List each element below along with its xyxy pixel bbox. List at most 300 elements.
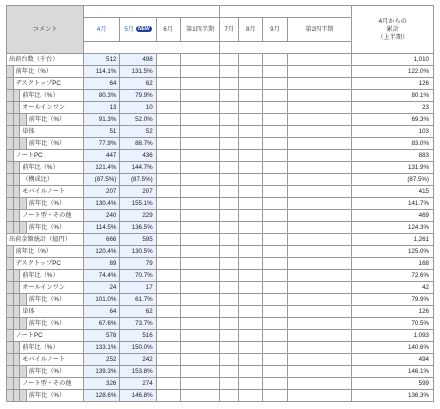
row-label: 前年比（%） bbox=[26, 114, 83, 126]
empty-cell bbox=[239, 54, 263, 66]
indent-cell bbox=[13, 138, 20, 150]
indent-cell bbox=[7, 258, 14, 270]
indent-cell bbox=[13, 198, 20, 210]
empty-cell bbox=[156, 78, 180, 90]
row-label: 前年比（%） bbox=[13, 66, 83, 78]
empty-cell bbox=[180, 54, 220, 66]
empty-cell bbox=[263, 282, 287, 294]
cell-may: 10 bbox=[120, 102, 156, 114]
table-row bbox=[7, 114, 434, 126]
empty-cell bbox=[263, 162, 287, 174]
cell-apr: 447 bbox=[84, 150, 120, 162]
header-month-may-label: 5月 bbox=[124, 25, 134, 33]
cell-may: 436 bbox=[120, 150, 156, 162]
indent-cell bbox=[20, 294, 27, 306]
empty-cell bbox=[156, 222, 180, 234]
table-row bbox=[7, 342, 434, 354]
empty-cell bbox=[287, 258, 352, 270]
empty-cell bbox=[287, 234, 352, 246]
empty-cell bbox=[239, 390, 263, 402]
table-row bbox=[7, 306, 434, 318]
row-label: （構成比） bbox=[20, 174, 84, 186]
empty-cell bbox=[287, 174, 352, 186]
empty-cell bbox=[239, 186, 263, 198]
cell-may: 274 bbox=[120, 378, 156, 390]
cell-may: 130.5% bbox=[120, 246, 156, 258]
empty-cell bbox=[180, 378, 220, 390]
empty-cell bbox=[263, 390, 287, 402]
empty-cell bbox=[156, 66, 180, 78]
cell-cumulative: 72.6% bbox=[352, 270, 434, 282]
cell-apr: 67.6% bbox=[84, 318, 120, 330]
empty-cell bbox=[263, 294, 287, 306]
indent-cell bbox=[13, 354, 20, 366]
indent-cell bbox=[7, 162, 14, 174]
empty-cell bbox=[239, 306, 263, 318]
empty-cell bbox=[263, 90, 287, 102]
cell-may: 242 bbox=[120, 354, 156, 366]
indent-cell bbox=[13, 210, 20, 222]
row-label: デスクトップPC bbox=[13, 78, 83, 90]
cell-cumulative: 83.0% bbox=[352, 138, 434, 150]
indent-cell bbox=[7, 138, 14, 150]
cell-cumulative: 883 bbox=[352, 150, 434, 162]
empty-cell bbox=[287, 102, 352, 114]
row-label: 出荷金額統計（億円） bbox=[7, 234, 84, 246]
empty-cell bbox=[156, 318, 180, 330]
empty-cell bbox=[156, 342, 180, 354]
cell-apr: 207 bbox=[84, 186, 120, 198]
empty-cell bbox=[180, 282, 220, 294]
indent-cell bbox=[13, 222, 20, 234]
indent-cell bbox=[13, 90, 20, 102]
empty-cell bbox=[220, 54, 239, 66]
table-row bbox=[7, 390, 434, 402]
cell-cumulative: 141.7% bbox=[352, 198, 434, 210]
row-label: 前年比（%） bbox=[26, 390, 83, 402]
empty-cell bbox=[239, 342, 263, 354]
empty-cell bbox=[287, 282, 352, 294]
empty-cell bbox=[180, 306, 220, 318]
empty-cell bbox=[239, 114, 263, 126]
empty-cell bbox=[156, 246, 180, 258]
empty-cell bbox=[263, 318, 287, 330]
empty-cell bbox=[220, 342, 239, 354]
table-row bbox=[7, 378, 434, 390]
empty-cell bbox=[220, 138, 239, 150]
empty-cell bbox=[287, 162, 352, 174]
empty-cell bbox=[263, 246, 287, 258]
empty-cell bbox=[220, 258, 239, 270]
cell-may: 62 bbox=[120, 78, 156, 90]
table-row bbox=[7, 246, 434, 258]
indent-cell bbox=[7, 354, 14, 366]
empty-cell bbox=[239, 258, 263, 270]
row-label: 前年比（%） bbox=[26, 222, 83, 234]
empty-cell bbox=[239, 162, 263, 174]
row-label: ノートPC bbox=[13, 330, 83, 342]
empty-cell bbox=[287, 318, 352, 330]
empty-cell bbox=[180, 186, 220, 198]
cell-cumulative: 126 bbox=[352, 78, 434, 90]
empty-cell bbox=[263, 378, 287, 390]
empty-cell bbox=[220, 174, 239, 186]
table-row bbox=[7, 54, 434, 66]
empty-cell bbox=[220, 294, 239, 306]
indent-cell bbox=[7, 186, 14, 198]
empty-cell bbox=[156, 258, 180, 270]
empty-cell bbox=[263, 114, 287, 126]
cell-cumulative: 70.5% bbox=[352, 318, 434, 330]
cell-apr: 74.4% bbox=[84, 270, 120, 282]
empty-cell bbox=[156, 54, 180, 66]
empty-cell bbox=[239, 210, 263, 222]
empty-cell bbox=[263, 78, 287, 90]
empty-cell bbox=[263, 234, 287, 246]
empty-cell bbox=[220, 378, 239, 390]
empty-cell bbox=[287, 138, 352, 150]
cell-cumulative: 126 bbox=[352, 306, 434, 318]
empty-cell bbox=[239, 150, 263, 162]
empty-cell bbox=[220, 354, 239, 366]
indent-cell bbox=[7, 198, 14, 210]
empty-cell bbox=[287, 210, 352, 222]
row-label: ノート型・その他 bbox=[20, 378, 84, 390]
empty-cell bbox=[239, 378, 263, 390]
empty-cell bbox=[156, 114, 180, 126]
cell-may: 70.7% bbox=[120, 270, 156, 282]
indent-cell bbox=[20, 198, 27, 210]
empty-cell bbox=[220, 270, 239, 282]
table-row bbox=[7, 282, 434, 294]
empty-cell bbox=[263, 174, 287, 186]
indent-cell bbox=[7, 102, 14, 114]
cell-cumulative: 1,093 bbox=[352, 330, 434, 342]
cell-cumulative: 494 bbox=[352, 354, 434, 366]
empty-cell bbox=[287, 390, 352, 402]
empty-cell bbox=[287, 78, 352, 90]
empty-cell bbox=[239, 246, 263, 258]
cell-cumulative: 415 bbox=[352, 186, 434, 198]
empty-cell bbox=[180, 102, 220, 114]
empty-cell bbox=[156, 126, 180, 138]
empty-cell bbox=[156, 294, 180, 306]
empty-cell bbox=[263, 102, 287, 114]
cell-apr: 128.6% bbox=[84, 390, 120, 402]
empty-cell bbox=[239, 174, 263, 186]
empty-cell bbox=[239, 318, 263, 330]
empty-cell bbox=[220, 114, 239, 126]
cell-may: 52.0% bbox=[120, 114, 156, 126]
empty-cell bbox=[220, 318, 239, 330]
cell-cumulative: 136.3% bbox=[352, 390, 434, 402]
empty-cell bbox=[263, 306, 287, 318]
cell-may: 52 bbox=[120, 126, 156, 138]
empty-cell bbox=[180, 114, 220, 126]
indent-cell bbox=[7, 150, 14, 162]
empty-cell bbox=[220, 282, 239, 294]
table-row bbox=[7, 318, 434, 330]
table-row bbox=[7, 294, 434, 306]
cell-apr: 121.4% bbox=[84, 162, 120, 174]
empty-cell bbox=[156, 186, 180, 198]
sales-table bbox=[6, 5, 434, 402]
empty-cell bbox=[220, 198, 239, 210]
empty-cell bbox=[287, 270, 352, 282]
cell-may: 61.7% bbox=[120, 294, 156, 306]
header-month-jul: 7月 bbox=[220, 18, 239, 42]
table-row bbox=[7, 198, 434, 210]
indent-cell bbox=[20, 114, 27, 126]
empty-cell bbox=[220, 306, 239, 318]
indent-cell bbox=[7, 126, 14, 138]
cell-apr: 326 bbox=[84, 378, 120, 390]
empty-cell bbox=[180, 90, 220, 102]
table-row bbox=[7, 138, 434, 150]
empty-cell bbox=[287, 246, 352, 258]
indent-cell bbox=[7, 390, 14, 402]
cell-may: 136.5% bbox=[120, 222, 156, 234]
cell-cumulative: 80.1% bbox=[352, 90, 434, 102]
empty-cell bbox=[156, 174, 180, 186]
empty-cell bbox=[239, 366, 263, 378]
cell-apr: 252 bbox=[84, 354, 120, 366]
empty-cell bbox=[156, 330, 180, 342]
cell-apr: 64 bbox=[84, 306, 120, 318]
empty-cell bbox=[156, 102, 180, 114]
empty-cell bbox=[239, 222, 263, 234]
indent-cell bbox=[7, 270, 14, 282]
empty-cell bbox=[239, 66, 263, 78]
empty-cell bbox=[287, 222, 352, 234]
empty-cell bbox=[180, 318, 220, 330]
cell-may: 79 bbox=[120, 258, 156, 270]
empty-cell bbox=[156, 138, 180, 150]
indent-cell bbox=[7, 246, 14, 258]
row-label: オールインワン bbox=[20, 102, 84, 114]
new-badge: NEW bbox=[137, 25, 150, 32]
empty-cell bbox=[287, 186, 352, 198]
table-row bbox=[7, 186, 434, 198]
cell-apr: 512 bbox=[84, 54, 120, 66]
indent-cell bbox=[13, 186, 20, 198]
empty-cell bbox=[239, 90, 263, 102]
empty-cell bbox=[180, 342, 220, 354]
empty-cell bbox=[180, 198, 220, 210]
table-row bbox=[7, 174, 434, 186]
empty-cell bbox=[180, 78, 220, 90]
empty-cell bbox=[156, 90, 180, 102]
header-cumulative bbox=[352, 6, 434, 54]
indent-cell bbox=[13, 114, 20, 126]
empty-cell bbox=[263, 66, 287, 78]
empty-cell bbox=[263, 54, 287, 66]
cell-cumulative: 168 bbox=[352, 258, 434, 270]
cell-apr: 120.4% bbox=[84, 246, 120, 258]
indent-cell bbox=[13, 270, 20, 282]
empty-cell bbox=[287, 66, 352, 78]
cell-may: 62 bbox=[120, 306, 156, 318]
cell-cumulative: 469 bbox=[352, 210, 434, 222]
indent-cell bbox=[13, 126, 20, 138]
cell-may: 73.7% bbox=[120, 318, 156, 330]
header-comment-label: コメント bbox=[7, 6, 84, 54]
header-q1: 第1四半期 bbox=[180, 18, 220, 42]
row-label: 出荷台数（千台） bbox=[7, 54, 84, 66]
empty-cell bbox=[156, 270, 180, 282]
empty-cell bbox=[239, 330, 263, 342]
empty-cell bbox=[180, 66, 220, 78]
table-row bbox=[7, 90, 434, 102]
cell-may: 146.8% bbox=[120, 390, 156, 402]
cell-may: 229 bbox=[120, 210, 156, 222]
row-label: モバイルノート bbox=[20, 186, 84, 198]
empty-cell bbox=[287, 294, 352, 306]
empty-cell bbox=[263, 342, 287, 354]
indent-cell bbox=[20, 138, 27, 150]
indent-cell bbox=[13, 174, 20, 186]
empty-cell bbox=[156, 282, 180, 294]
row-label: 前年比（%） bbox=[26, 366, 83, 378]
empty-cell bbox=[220, 330, 239, 342]
indent-cell bbox=[7, 342, 14, 354]
empty-cell bbox=[220, 246, 239, 258]
empty-cell bbox=[156, 150, 180, 162]
cell-apr: 578 bbox=[84, 330, 120, 342]
empty-cell bbox=[287, 150, 352, 162]
empty-cell bbox=[287, 342, 352, 354]
row-label: デスクトップPC bbox=[13, 258, 83, 270]
empty-cell bbox=[287, 306, 352, 318]
table-row bbox=[7, 66, 434, 78]
empty-cell bbox=[156, 198, 180, 210]
empty-cell bbox=[239, 78, 263, 90]
cell-cumulative: 23 bbox=[352, 102, 434, 114]
row-label: モバイルノート bbox=[20, 354, 84, 366]
row-label: オールインワン bbox=[20, 282, 84, 294]
empty-cell bbox=[156, 210, 180, 222]
empty-cell bbox=[287, 198, 352, 210]
empty-cell bbox=[239, 294, 263, 306]
row-label: 単体 bbox=[20, 126, 84, 138]
empty-cell bbox=[239, 102, 263, 114]
cell-apr: 666 bbox=[84, 234, 120, 246]
indent-cell bbox=[13, 390, 20, 402]
cell-apr: 80.3% bbox=[84, 90, 120, 102]
cell-may: 153.8% bbox=[120, 366, 156, 378]
empty-cell bbox=[263, 270, 287, 282]
table-row bbox=[7, 330, 434, 342]
indent-cell bbox=[7, 282, 14, 294]
empty-cell bbox=[239, 354, 263, 366]
empty-cell bbox=[180, 246, 220, 258]
header-cumulative-line1: 4月からの bbox=[378, 17, 407, 25]
empty-cell bbox=[220, 90, 239, 102]
empty-cell bbox=[220, 102, 239, 114]
empty-cell bbox=[239, 270, 263, 282]
empty-cell bbox=[180, 390, 220, 402]
empty-cell bbox=[220, 150, 239, 162]
indent-cell bbox=[7, 378, 14, 390]
cell-cumulative: 131.9% bbox=[352, 162, 434, 174]
cell-apr: 51 bbox=[84, 126, 120, 138]
indent-cell bbox=[20, 366, 27, 378]
indent-cell bbox=[7, 210, 14, 222]
cell-cumulative: (87.5%) bbox=[352, 174, 434, 186]
empty-cell bbox=[287, 90, 352, 102]
empty-cell bbox=[220, 162, 239, 174]
header-month-may bbox=[120, 18, 156, 42]
empty-cell bbox=[263, 210, 287, 222]
indent-cell bbox=[7, 66, 14, 78]
empty-cell bbox=[180, 234, 220, 246]
indent-cell bbox=[7, 114, 14, 126]
indent-cell bbox=[7, 222, 14, 234]
empty-cell bbox=[180, 138, 220, 150]
empty-cell bbox=[239, 138, 263, 150]
cell-may: 131.5% bbox=[120, 66, 156, 78]
indent-cell bbox=[20, 222, 27, 234]
row-label: 前年比（%） bbox=[26, 294, 83, 306]
cell-cumulative: 1,010 bbox=[352, 54, 434, 66]
table-row bbox=[7, 222, 434, 234]
empty-cell bbox=[220, 126, 239, 138]
cell-may: 155.1% bbox=[120, 198, 156, 210]
cell-apr: 13 bbox=[84, 102, 120, 114]
cell-apr: 139.3% bbox=[84, 366, 120, 378]
empty-cell bbox=[156, 378, 180, 390]
cell-may: 150.0% bbox=[120, 342, 156, 354]
row-label: 前年比（%） bbox=[26, 318, 83, 330]
empty-cell bbox=[220, 78, 239, 90]
empty-cell bbox=[287, 54, 352, 66]
indent-cell bbox=[13, 342, 20, 354]
cell-cumulative: 69.3% bbox=[352, 114, 434, 126]
empty-cell bbox=[220, 222, 239, 234]
indent-cell bbox=[13, 366, 20, 378]
table-row bbox=[7, 150, 434, 162]
empty-cell bbox=[220, 210, 239, 222]
indent-cell bbox=[13, 318, 20, 330]
empty-cell bbox=[287, 114, 352, 126]
cell-may: (87.5%) bbox=[120, 174, 156, 186]
row-label: 前年比（%） bbox=[26, 198, 83, 210]
indent-cell bbox=[13, 162, 20, 174]
empty-cell bbox=[156, 162, 180, 174]
empty-cell bbox=[239, 282, 263, 294]
empty-cell bbox=[180, 366, 220, 378]
row-label: 前年比（%） bbox=[26, 138, 83, 150]
empty-cell bbox=[180, 210, 220, 222]
empty-cell bbox=[180, 294, 220, 306]
indent-cell bbox=[7, 174, 14, 186]
empty-cell bbox=[263, 258, 287, 270]
empty-cell bbox=[287, 354, 352, 366]
row-label: ノート型・その他 bbox=[20, 210, 84, 222]
empty-cell bbox=[263, 186, 287, 198]
cell-may: 88.7% bbox=[120, 138, 156, 150]
empty-cell bbox=[220, 366, 239, 378]
cell-cumulative: 122.0% bbox=[352, 66, 434, 78]
empty-cell bbox=[180, 150, 220, 162]
indent-cell bbox=[7, 78, 14, 90]
empty-cell bbox=[239, 234, 263, 246]
row-label: 前年比（%） bbox=[20, 90, 84, 102]
cell-may: 79.9% bbox=[120, 90, 156, 102]
cell-may: 17 bbox=[120, 282, 156, 294]
empty-cell bbox=[180, 270, 220, 282]
empty-cell bbox=[287, 330, 352, 342]
